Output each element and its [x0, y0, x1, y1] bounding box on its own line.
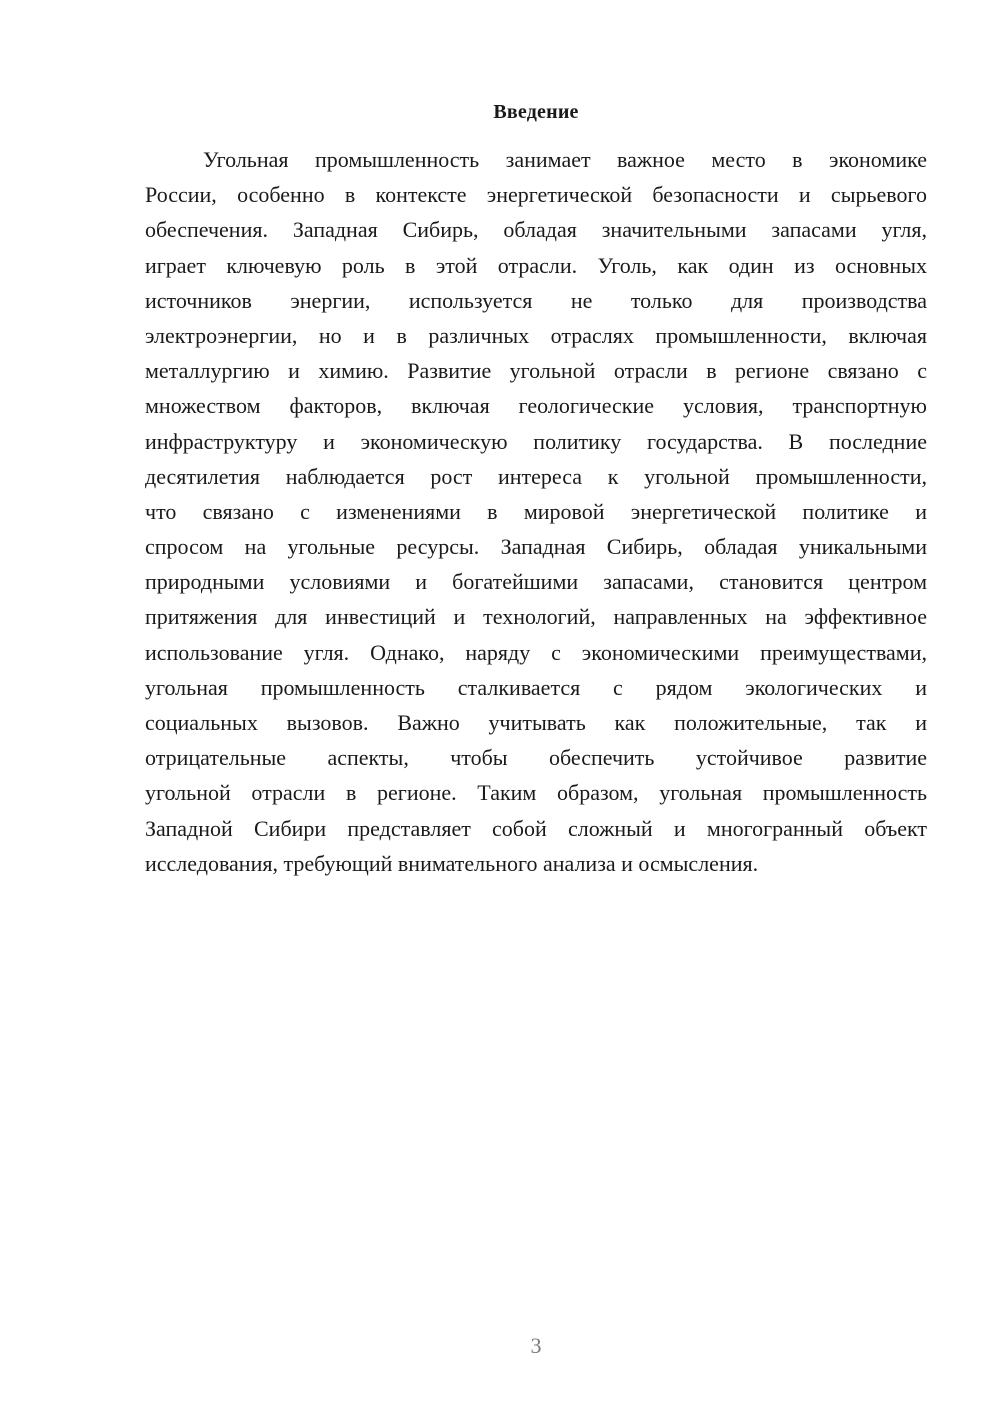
- page-number: 3: [530, 1333, 542, 1358]
- text-line: играет ключевую роль в этой отрасли. Уголь, как один из основных: [145, 252, 927, 278]
- text-line: использование угля. Однако, наряду с экономическими преимуществами,: [145, 639, 927, 665]
- text-line: природными условиями и богатейшими запасами, становится центром: [145, 569, 927, 595]
- text-line: Угольная промышленность занимает важное место в экономике: [203, 147, 927, 172]
- text-line: источников энергии, используется не только для производства: [145, 287, 927, 313]
- text-line: десятилетия наблюдается рост интереса к угольной промышленности,: [145, 463, 927, 489]
- text-line: социальных вызовов. Важно учитывать как положительные, так и: [145, 710, 927, 735]
- section-heading: Введение: [493, 101, 579, 123]
- text-line: притяжения для инвестиций и технологий, направленных на эффективное: [145, 604, 927, 630]
- text-line: электроэнергии, но и в различных отраслях промышленности, включая: [145, 322, 927, 348]
- text-line: отрицательные аспекты, чтобы обеспечить устойчивое развитие: [145, 745, 927, 771]
- text-line: металлургию и химию. Развитие угольной отрасли в регионе связано с: [145, 358, 927, 384]
- text-line: угольной отрасли в регионе. Таким образом, угольная промышленность: [145, 780, 927, 806]
- text-line: угольная промышленность сталкивается с рядом экологических и: [145, 674, 927, 700]
- body-paragraph: [145, 142, 927, 881]
- text-line: Западной Сибири представляет собой сложный и многогранный объект: [145, 815, 927, 841]
- text-line: спросом на угольные ресурсы. Западная Сибирь, обладая уникальными: [145, 534, 927, 560]
- text-line: множеством факторов, включая геологические условия, транспортную: [145, 393, 927, 419]
- text-line: России, особенно в контексте энергетической безопасности и сырьевого: [145, 182, 927, 208]
- text-line: исследования, требующий внимательного анализа и осмысления.: [145, 850, 759, 876]
- text-line: обеспечения. Западная Сибирь, обладая значительными запасами угля,: [145, 217, 927, 243]
- text-line: что связано с изменениями в мировой энергетической политике и: [145, 498, 927, 524]
- text-line: инфраструктуру и экономическую политику государства. В последние: [145, 428, 927, 454]
